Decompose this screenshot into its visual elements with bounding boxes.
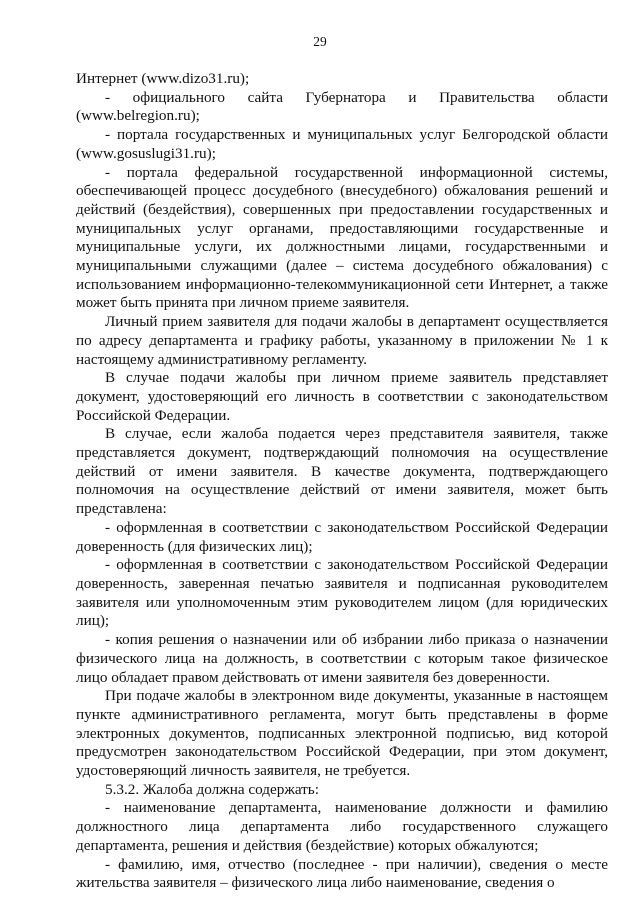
paragraph-appointment-copy: - копия решения о назначении или об избрании либо приказа о назначении физического лица на должность, в соответствии с которым такое физическое лицо обладает правом действовать от имени заявителя без доверенности. xyxy=(76,631,608,686)
section-heading-5-3-2: 5.3.2. Жалоба должна содержать: xyxy=(105,780,319,798)
paragraph-individual-power-of-attorney: - оформленная в соответствии с законодательством Российской Федерации доверенность (для физических лиц); xyxy=(76,518,608,555)
paragraph-governor-site: - официального сайта Губернатора и Правительства области (www.belregion.ru); xyxy=(76,88,608,125)
paragraph-gosuslugi-portal: - портала государственных и муниципальных услуг Белгородской области (www.gosuslugi31.ru); xyxy=(76,126,608,162)
paragraph-federal-system-portal: - портала федеральной государственной информационной системы, обеспечивающей процесс досудебного (внесудебного) обжалования решений и действий (бездействия), совершенных при предоставлении государственных и муниципальных услуг органами, предоставляющими государственные и муниципальные услуги, их должностными лицами, государственными и муниципальными служащими (далее – система досудебного обжалования) с использованием информационно-телекоммуникационной сети Интернет, а также может быть принята при личном приеме заявителя. xyxy=(76,163,608,312)
paragraph-applicant-details: - фамилию, имя, отчество (последнее - при наличии), сведения о месте жительства заявителя – физического лица либо наименование, сведения о xyxy=(76,855,608,892)
paragraph-internet-continuation: Интернет (www.dizo31.ru); xyxy=(76,70,250,87)
paragraph-legal-entity-power-of-attorney: - оформленная в соответствии с законодательством Российской Федерации доверенность, заверенная печатью заявителя и подписанная руководителем заявителя или уполномоченным этим руководителем лицом (для юридических лиц); xyxy=(76,556,608,630)
paragraph-representative: В случае, если жалоба подается через представителя заявителя, также представляется документ, подтверждающий полномочия на осуществление действий от имени заявителя. В качестве документа, подтверждающего полномочия на осуществление действий от имени заявителя, может быть представлена: xyxy=(76,425,608,518)
paragraph-electronic-submission: При подаче жалобы в электронном виде документы, указанные в настоящем пункте административного регламента, могут быть представлены в форме электронных документов, подписанных электронной подписью, вид которой предусмотрен законодательством Российской Федерации, при этом документ, удостоверяющий личность заявителя, не требуется. xyxy=(76,687,608,780)
paragraph-identity-document: В случае подачи жалобы при личном приеме заявитель представляет документ, удостоверяющий его личность в соответствии с законодательством Российской Федерации. xyxy=(76,369,608,424)
page-number: 29 xyxy=(313,34,327,49)
paragraph-personal-reception: Личный прием заявителя для подачи жалобы в департамент осуществляется по адресу департамента и графику работы, указанному в приложении № 1 к настоящему административному регламенту. xyxy=(76,313,608,368)
document-body xyxy=(76,70,608,893)
paragraph-department-name: - наименование департамента, наименование должности и фамилию должностного лица департамента либо государственного служащего департамента, решения и действия (бездействие) которых обжалуются; xyxy=(76,799,608,854)
